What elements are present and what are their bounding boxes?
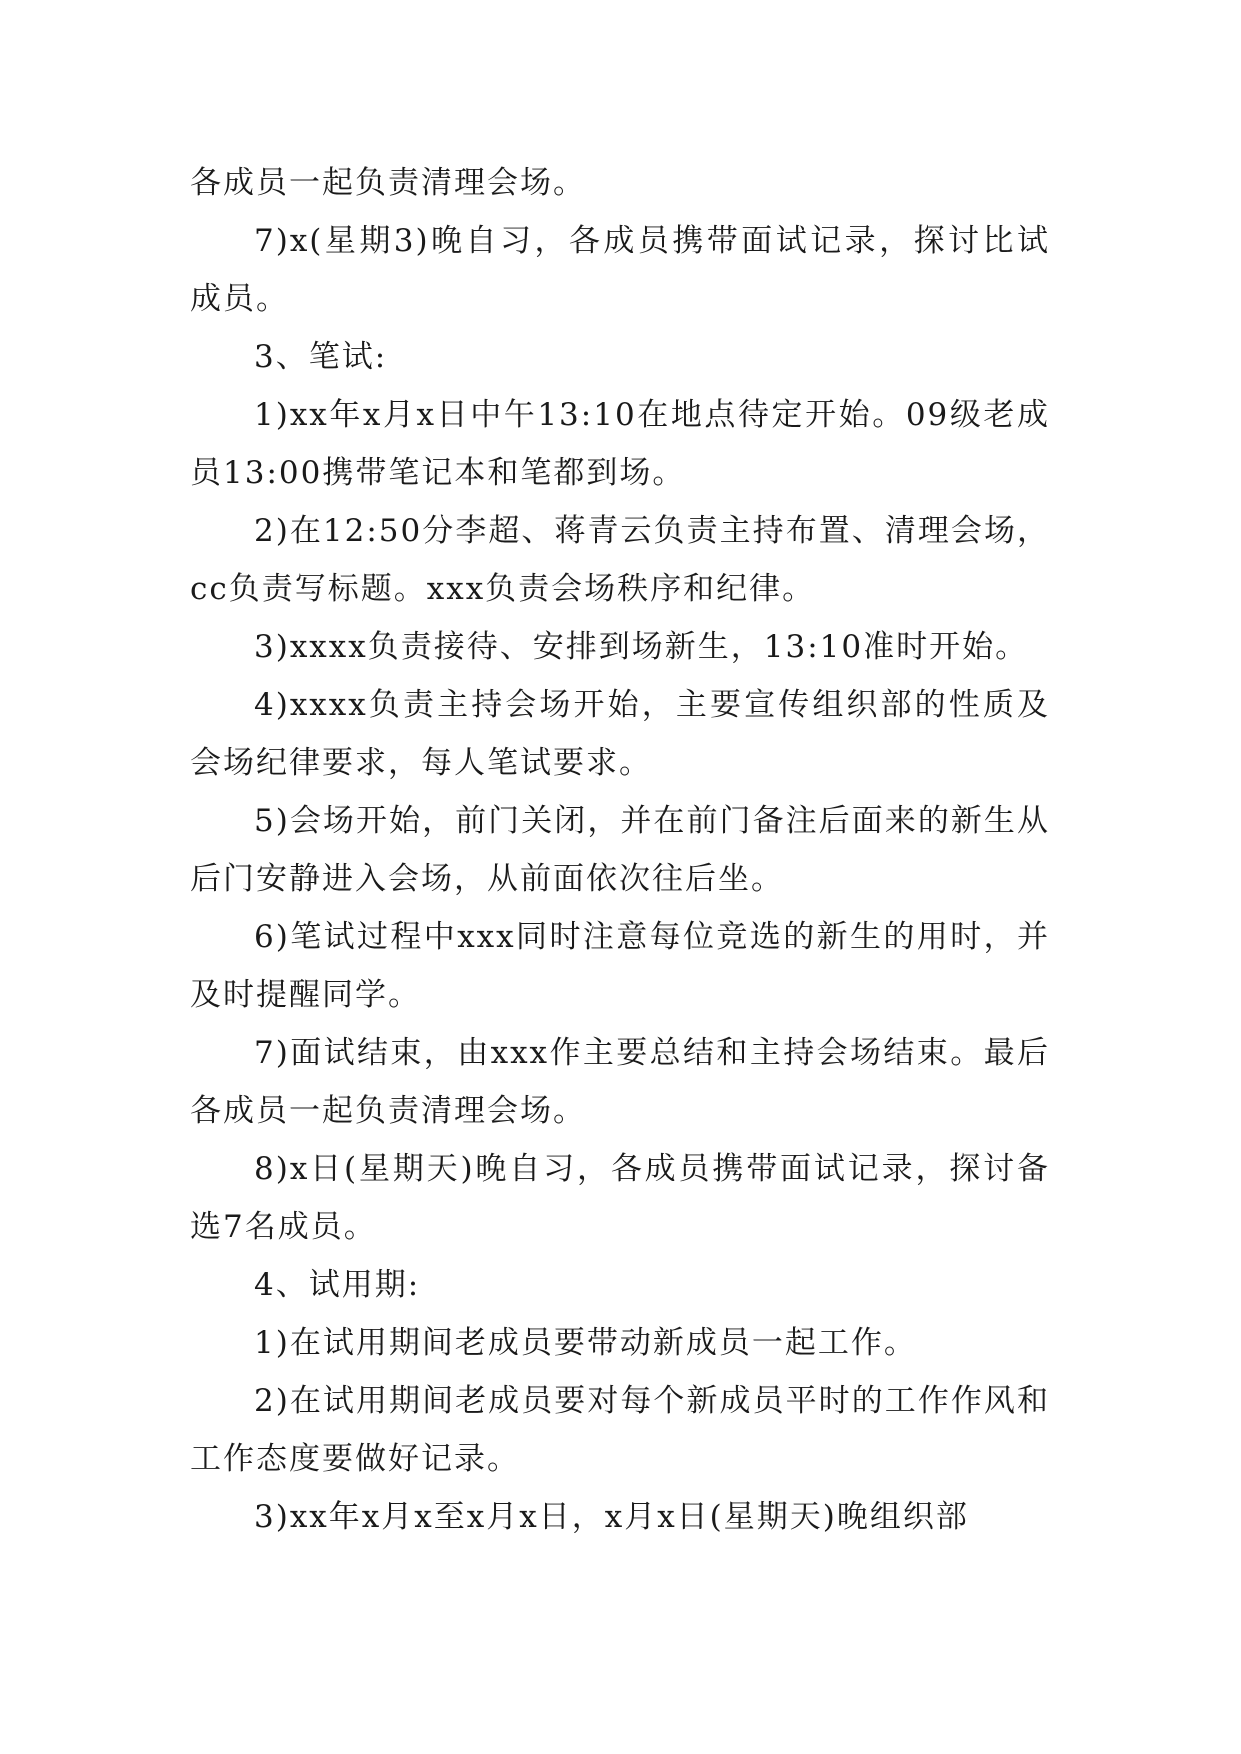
paragraph: 5)会场开始，前门关闭，并在前门备注后面来的新生从后门安静进入会场，从前面依次往后坐。: [190, 803, 1050, 897]
section-heading: 4、试用期:: [254, 1267, 421, 1303]
paragraph: 2)在试用期间老成员要对每个新成员平时的工作作风和工作态度要做好记录。: [190, 1383, 1050, 1477]
paragraph: 1)xx年x月x日中午13:10在地点待定开始。09级老成员13:00携带笔记本和笔都到场。: [190, 397, 1050, 491]
paragraph: 8)x日(星期天)晚自习，各成员携带面试记录，探讨备选7名成员。: [190, 1151, 1050, 1245]
paragraph: 6)笔试过程中xxx同时注意每位竞选的新生的用时，并及时提醒同学。: [190, 919, 1050, 1013]
paragraph: 2)在12:50分李超、蒋青云负责主持布置、清理会场，cc负责写标题。xxx负责会场秩序和纪律。: [190, 513, 1050, 607]
paragraph: 3)xx年x月x至x月x日，x月x日(星期天)晚组织部: [254, 1499, 969, 1535]
section-heading: 3、笔试:: [254, 339, 388, 375]
paragraph: 1)在试用期间老成员要带动新成员一起工作。: [254, 1325, 917, 1361]
paragraph: 3)xxxx负责接待、安排到场新生，13:10准时开始。: [254, 629, 1029, 665]
document-body: [190, 154, 1050, 1546]
paragraph: 7)x(星期3)晚自习，各成员携带面试记录，探讨比试成员。: [190, 223, 1050, 317]
paragraph: 4)xxxx负责主持会场开始，主要宣传组织部的性质及会场纪律要求，每人笔试要求。: [190, 687, 1050, 781]
paragraph: 各成员一起负责清理会场。: [190, 165, 586, 201]
paragraph: 7)面试结束，由xxx作主要总结和主持会场结束。最后各成员一起负责清理会场。: [190, 1035, 1050, 1129]
